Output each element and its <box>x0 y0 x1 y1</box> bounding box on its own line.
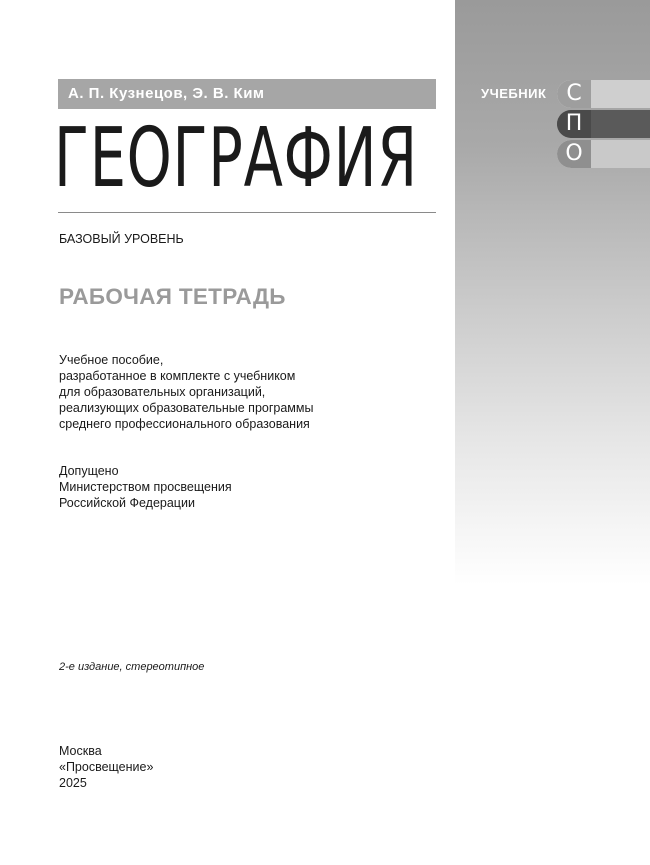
description-line: разработанное в комплекте с учебником <box>59 369 296 383</box>
description-line: для образовательных организаций, <box>59 385 266 399</box>
description-block <box>59 352 313 432</box>
imprint-block <box>59 743 153 791</box>
series-tab-s <box>557 80 650 108</box>
authors: А. П. Кузнецов, Э. В. Ким <box>68 85 265 102</box>
approval-line: Российской Федерации <box>59 496 195 510</box>
series-tab-p <box>557 110 650 138</box>
imprint-year: 2025 <box>59 776 87 790</box>
level-label: БАЗОВЫЙ УРОВЕНЬ <box>59 232 184 246</box>
book-subtitle: РАБОЧАЯ ТЕТРАДЬ <box>59 284 286 309</box>
series-letter-s: С <box>557 80 591 108</box>
imprint-publisher: «Просвещение» <box>59 760 154 774</box>
series-letter-o: О <box>557 140 591 168</box>
imprint-city: Москва <box>59 744 102 758</box>
approval-line: Допущено <box>59 464 119 478</box>
description-line: среднего профессионального образования <box>59 417 310 431</box>
series-tab-o <box>557 140 650 168</box>
description-line: Учебное пособие, <box>59 353 164 367</box>
series-letter-p: П <box>557 110 591 138</box>
title-divider <box>58 212 436 213</box>
series-label: УЧЕБНИК <box>481 86 547 101</box>
edition-note: 2-е издание, стереотипное <box>59 661 205 673</box>
approval-line: Министерством просвещения <box>59 480 232 494</box>
description-line: реализующих образовательные программы <box>59 401 314 415</box>
authors-bar <box>58 79 436 109</box>
book-title: ГЕОГРАФИЯ <box>54 111 418 206</box>
approval-block <box>59 463 232 511</box>
